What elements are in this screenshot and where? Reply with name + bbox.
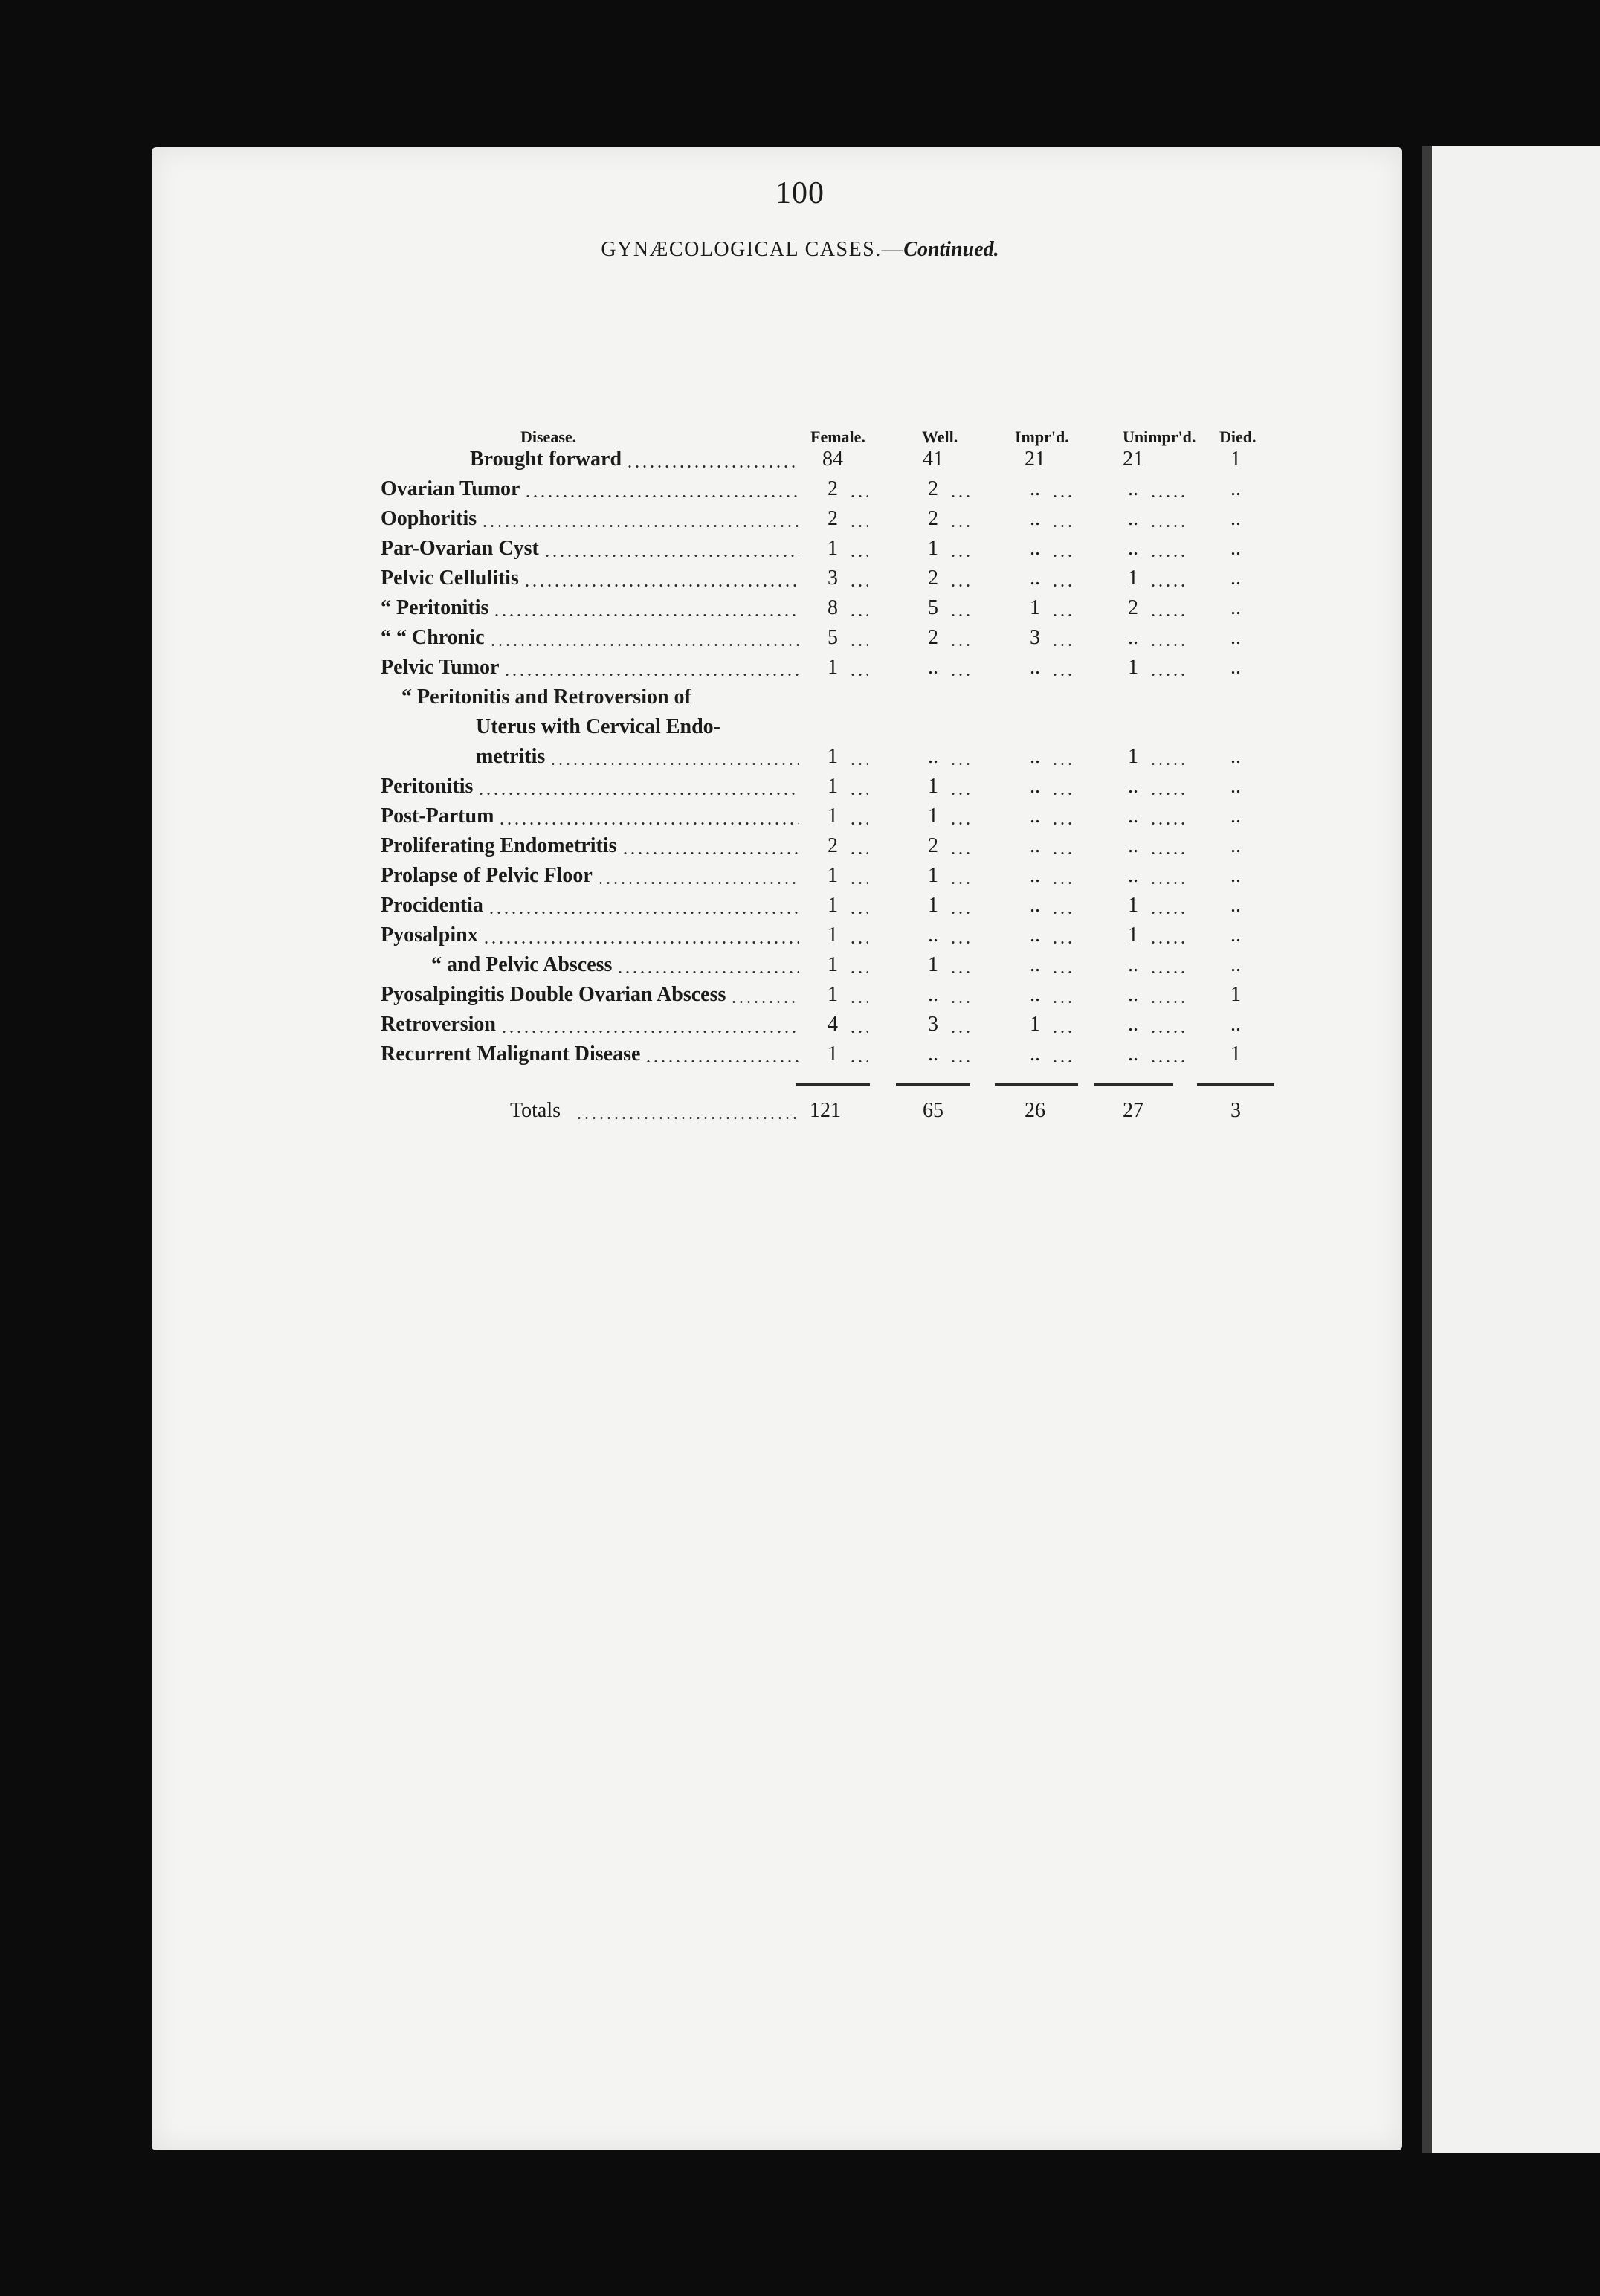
cell-value: 21 [1123, 448, 1143, 471]
leader-dots [849, 674, 868, 676]
title-main: GYNÆCOLOGICAL CASES.— [601, 238, 904, 261]
cell-value: 1 [928, 953, 938, 976]
leader-dots [949, 971, 971, 973]
leader-dots [1149, 882, 1184, 884]
cell-value: 2 [1128, 596, 1138, 619]
cell-value: 1 [1128, 567, 1138, 590]
cell-value: 2 [928, 626, 938, 649]
total-rule [995, 1083, 1078, 1086]
column-header: Disease. [520, 428, 577, 446]
total-rule [1094, 1083, 1173, 1086]
cell-value: .. [1128, 1042, 1138, 1065]
column-header: Well. [922, 428, 958, 446]
leader-dots [849, 1060, 868, 1062]
leader-dots [1149, 525, 1184, 527]
cell-value: .. [1230, 804, 1241, 828]
leader-dots [1051, 614, 1075, 616]
leader-dots [949, 1001, 971, 1003]
cell-value: .. [1230, 894, 1241, 917]
column-header: Impr'd. [1015, 428, 1069, 446]
cell-value: 1 [1128, 656, 1138, 679]
total-value: 65 [923, 1099, 943, 1122]
row-label: Par-Ovarian Cyst [381, 537, 539, 560]
cell-value: 3 [928, 1013, 938, 1036]
cell-value: .. [1230, 477, 1241, 500]
row-label: Procidentia [381, 894, 483, 917]
cell-value: 2 [828, 477, 838, 500]
cell-value: .. [1128, 983, 1138, 1006]
cell-value: 8 [828, 596, 838, 619]
cell-value: .. [1128, 537, 1138, 560]
cell-value: 41 [923, 448, 943, 471]
leader-dots [1149, 822, 1184, 825]
leader-dots [549, 763, 799, 765]
leader-dots [1149, 763, 1184, 765]
column-header: Female. [810, 428, 865, 446]
row-label: “ and Pelvic Abscess [431, 953, 613, 976]
cell-value: .. [1230, 656, 1241, 679]
row-label: Peritonitis [381, 775, 474, 798]
leader-dots [1051, 495, 1075, 497]
cell-value: .. [1128, 953, 1138, 976]
leader-dots [1051, 912, 1075, 914]
leader-dots [1051, 941, 1075, 944]
cell-value: 1 [1128, 745, 1138, 768]
cell-value: .. [1128, 1013, 1138, 1036]
cell-value: 2 [928, 477, 938, 500]
leader-dots [849, 584, 868, 587]
cell-value: 1 [928, 894, 938, 917]
leader-dots [1051, 674, 1075, 676]
leader-dots [1149, 793, 1184, 795]
cell-value: .. [1030, 537, 1040, 560]
cell-value: .. [1230, 567, 1241, 590]
leader-dots [616, 971, 799, 973]
leader-dots [1149, 555, 1184, 557]
row-label: Pelvic Tumor [381, 656, 500, 679]
totals-label: Totals [510, 1099, 561, 1122]
leader-dots [949, 644, 971, 646]
total-value: 121 [810, 1099, 841, 1122]
total-rule [1197, 1083, 1274, 1086]
cell-value: 2 [828, 834, 838, 857]
leader-dots [849, 793, 868, 795]
cell-value: 5 [928, 596, 938, 619]
row-label: Brought forward [470, 448, 622, 471]
leader-dots [949, 555, 971, 557]
leader-dots [849, 763, 868, 765]
leader-dots [1149, 971, 1184, 973]
row-label: Pelvic Cellulitis [381, 567, 519, 590]
cell-value: .. [1230, 596, 1241, 619]
row-label: metritis [476, 745, 546, 768]
leader-dots [949, 852, 971, 854]
row-label: “ Peritonitis and Retroversion of [401, 686, 691, 709]
leader-dots [483, 941, 799, 944]
cell-value: 1 [928, 804, 938, 828]
cell-value: 1 [828, 1042, 838, 1065]
total-value: 26 [1025, 1099, 1045, 1122]
cell-value: 1 [928, 775, 938, 798]
cell-value: 3 [1030, 626, 1040, 649]
cell-value: 2 [828, 507, 838, 530]
title-continued: Continued. [903, 238, 999, 261]
cell-value: 3 [828, 567, 838, 590]
leader-dots [849, 852, 868, 854]
cell-value: 84 [822, 448, 843, 471]
row-label: “ Peritonitis [381, 596, 489, 619]
cell-value: .. [1030, 864, 1040, 887]
leader-dots [849, 941, 868, 944]
leader-dots [503, 674, 799, 676]
leader-dots [849, 912, 868, 914]
cell-value: .. [1128, 834, 1138, 857]
cell-value: 1 [1230, 448, 1241, 471]
cell-value: 1 [828, 656, 838, 679]
leader-dots [489, 644, 800, 646]
cell-value: 21 [1025, 448, 1045, 471]
cell-value: 1 [1030, 596, 1040, 619]
cell-value: 1 [828, 804, 838, 828]
leader-dots [949, 584, 971, 587]
leader-dots [1149, 1060, 1184, 1062]
leader-dots [849, 1031, 868, 1033]
leader-dots [1051, 555, 1075, 557]
cell-value: .. [1030, 745, 1040, 768]
cell-value: 1 [928, 864, 938, 887]
cell-value: .. [1128, 626, 1138, 649]
leader-dots [849, 1001, 868, 1003]
leader-dots [949, 941, 971, 944]
leader-dots [1149, 1001, 1184, 1003]
row-label: Pyosalpingitis Double Ovarian Abscess [381, 983, 726, 1006]
cell-value: 1 [828, 983, 838, 1006]
leader-dots [1051, 1060, 1075, 1062]
leader-dots [477, 793, 799, 795]
leader-dots [849, 822, 868, 825]
cell-value: 4 [828, 1013, 838, 1036]
cell-value: .. [1230, 953, 1241, 976]
cell-value: .. [1230, 745, 1241, 768]
leader-dots [493, 614, 799, 616]
table-title [0, 238, 1600, 262]
cell-value: .. [1030, 953, 1040, 976]
leader-dots [575, 1117, 796, 1119]
leader-dots [523, 584, 799, 587]
leader-dots [949, 525, 971, 527]
cell-value: 1 [828, 953, 838, 976]
row-label: Pyosalpinx [381, 923, 478, 947]
cell-value: .. [1030, 507, 1040, 530]
leader-dots [1149, 584, 1184, 587]
total-value: 27 [1123, 1099, 1143, 1122]
leader-dots [1051, 882, 1075, 884]
leader-dots [849, 555, 868, 557]
cell-value: 1 [1030, 1013, 1040, 1036]
column-header: Unimpr'd. [1123, 428, 1196, 446]
leader-dots [949, 614, 971, 616]
total-value: 3 [1230, 1099, 1241, 1122]
cell-value: .. [1128, 775, 1138, 798]
leader-dots [1149, 1031, 1184, 1033]
leader-dots [1051, 644, 1075, 646]
total-rule [896, 1083, 970, 1086]
leader-dots [949, 793, 971, 795]
cell-value: 1 [928, 537, 938, 560]
cell-value: .. [1030, 983, 1040, 1006]
leader-dots [1051, 852, 1075, 854]
leader-dots [949, 882, 971, 884]
cell-value: 1 [828, 745, 838, 768]
cell-value: .. [1030, 477, 1040, 500]
leader-dots [488, 912, 799, 914]
adjacent-page [1422, 146, 1600, 2153]
leader-dots [1051, 1031, 1075, 1033]
cell-value: .. [1230, 864, 1241, 887]
leader-dots [849, 882, 868, 884]
leader-dots [1149, 852, 1184, 854]
leader-dots [543, 555, 799, 557]
cell-value: .. [1030, 804, 1040, 828]
leader-dots [645, 1060, 799, 1062]
cell-value: .. [1230, 834, 1241, 857]
leader-dots [949, 1031, 971, 1033]
leader-dots [949, 822, 971, 825]
row-label: Ovarian Tumor [381, 477, 520, 500]
cell-value: 1 [828, 894, 838, 917]
cell-value: .. [1128, 864, 1138, 887]
row-label: Retroversion [381, 1013, 496, 1036]
leader-dots [1149, 614, 1184, 616]
leader-dots [949, 1060, 971, 1062]
leader-dots [1051, 525, 1075, 527]
cell-value: .. [1030, 923, 1040, 947]
leader-dots [1149, 644, 1184, 646]
cell-value: .. [1030, 656, 1040, 679]
leader-dots [597, 882, 799, 884]
cell-value: .. [1230, 923, 1241, 947]
row-label: Post-Partum [381, 804, 494, 828]
leader-dots [481, 525, 799, 527]
leader-dots [849, 614, 868, 616]
cell-value: .. [1230, 775, 1241, 798]
leader-dots [500, 1031, 799, 1033]
cell-value: .. [928, 983, 938, 1006]
cell-value: .. [1030, 1042, 1040, 1065]
leader-dots [730, 1001, 799, 1003]
row-label: Uterus with Cervical Endo- [476, 715, 720, 738]
cell-value: .. [1230, 626, 1241, 649]
leader-dots [949, 763, 971, 765]
row-label: Oophoritis [381, 507, 477, 530]
cell-value: .. [1230, 507, 1241, 530]
leader-dots [849, 644, 868, 646]
cell-value: 2 [928, 834, 938, 857]
cell-value: .. [1030, 775, 1040, 798]
leader-dots [849, 971, 868, 973]
cell-value: 1 [1230, 983, 1241, 1006]
cell-value: .. [1128, 477, 1138, 500]
total-rule [796, 1083, 870, 1086]
cell-value: .. [1230, 537, 1241, 560]
row-label: “ “ Chronic [381, 626, 485, 649]
cell-value: 1 [1128, 923, 1138, 947]
leader-dots [849, 525, 868, 527]
cell-value: 1 [828, 775, 838, 798]
leader-dots [1149, 912, 1184, 914]
cell-value: .. [1030, 894, 1040, 917]
cell-value: 1 [1128, 894, 1138, 917]
cell-value: 2 [928, 567, 938, 590]
cell-value: .. [1230, 1013, 1241, 1036]
cell-value: 1 [1230, 1042, 1241, 1065]
leader-dots [1051, 1001, 1075, 1003]
page-number: 100 [775, 176, 825, 210]
leader-dots [626, 465, 799, 468]
leader-dots [498, 822, 799, 825]
cell-value: .. [1030, 567, 1040, 590]
cell-value: 5 [828, 626, 838, 649]
row-label: Recurrent Malignant Disease [381, 1042, 641, 1065]
row-label: Prolapse of Pelvic Floor [381, 864, 593, 887]
leader-dots [1051, 793, 1075, 795]
cell-value: .. [1128, 804, 1138, 828]
leader-dots [1051, 763, 1075, 765]
cell-value: .. [1030, 834, 1040, 857]
cell-value: 1 [828, 864, 838, 887]
cell-value: .. [928, 1042, 938, 1065]
document-page [152, 147, 1402, 2150]
leader-dots [1149, 495, 1184, 497]
cell-value: .. [1128, 507, 1138, 530]
leader-dots [849, 495, 868, 497]
row-label: Proliferating Endometritis [381, 834, 617, 857]
leader-dots [949, 495, 971, 497]
leader-dots [1051, 584, 1075, 587]
leader-dots [1051, 971, 1075, 973]
cell-value: 1 [828, 537, 838, 560]
cell-value: .. [928, 923, 938, 947]
cell-value: .. [928, 656, 938, 679]
leader-dots [949, 912, 971, 914]
cell-value: .. [928, 745, 938, 768]
leader-dots [1149, 941, 1184, 944]
leader-dots [622, 852, 799, 854]
leader-dots [1149, 674, 1184, 676]
leader-dots [1051, 822, 1075, 825]
column-header: Died. [1219, 428, 1257, 446]
leader-dots [949, 674, 971, 676]
cell-value: 2 [928, 507, 938, 530]
leader-dots [524, 495, 799, 497]
cell-value: 1 [828, 923, 838, 947]
